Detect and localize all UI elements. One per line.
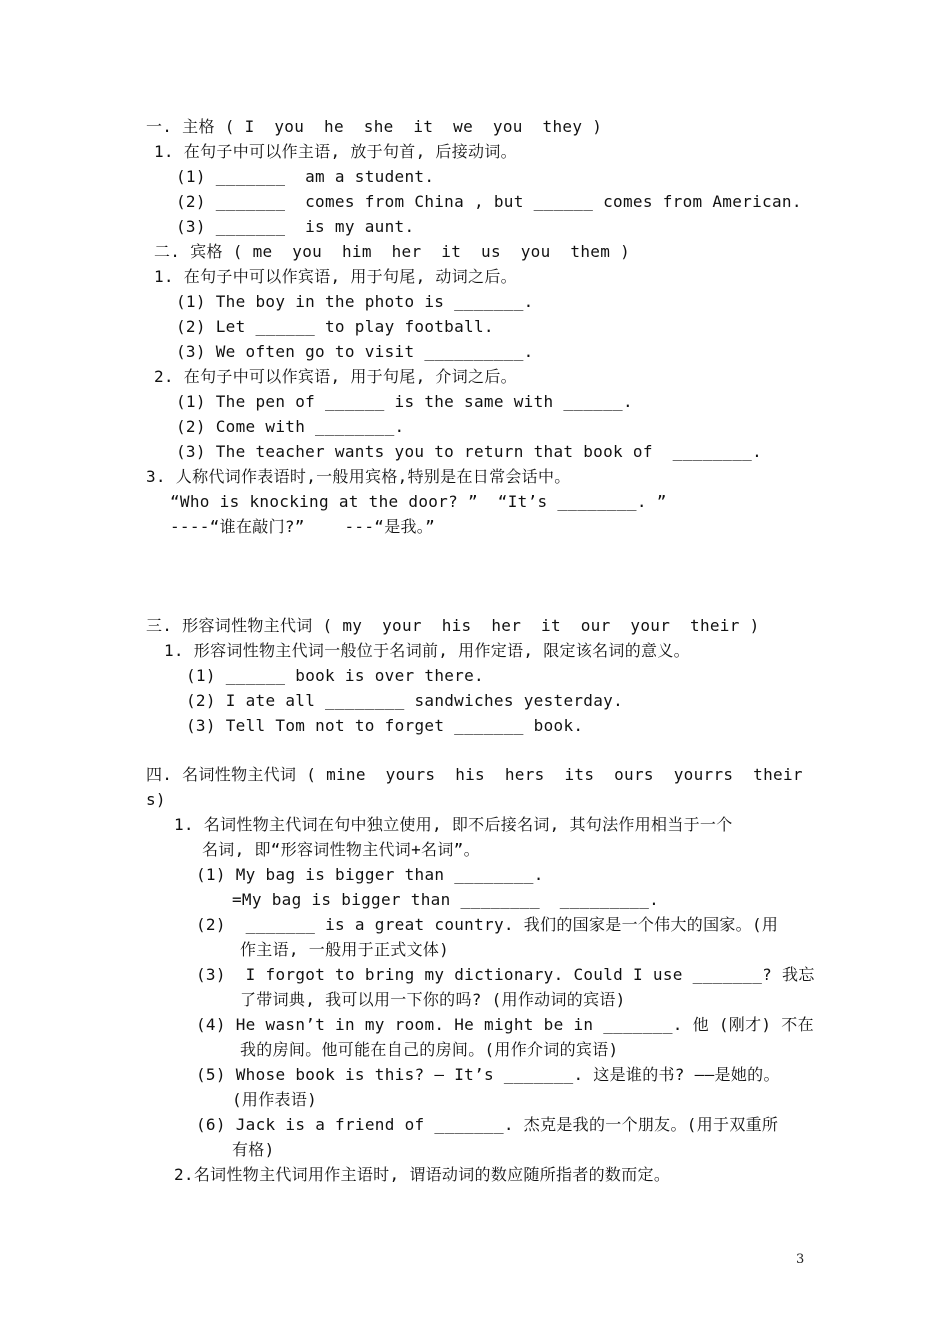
section-2-rule-1-example-3: (3) We often go to visit __________. <box>176 342 534 361</box>
section-3-heading: 三. 形容词性物主代词 ( my your his her it our your their ) <box>146 616 760 635</box>
section-4-heading: 四. 名词性物主代词 ( mine yours his hers its ours yourrs their <box>146 765 803 784</box>
section-4-example-4: (4) He wasn’t in my room. He might be in _______. 他 (刚才) 不在 <box>196 1015 814 1034</box>
dialog-english: “Who is knocking at the door? ” “It’s ________. ” <box>170 492 667 511</box>
section-3-example-3: (3) Tell Tom not to forget _______ book. <box>186 716 584 735</box>
section-2-rule-1: 1. 在句子中可以作宾语, 用于句尾, 动词之后。 <box>154 267 517 286</box>
section-4-example-5-note: (用作表语) <box>232 1090 318 1109</box>
section-2-rule-1-example-2: (2) Let ______ to play football. <box>176 317 494 336</box>
section-1-heading: 一. 主格 ( I you he she it we you they ) <box>146 117 603 136</box>
section-4-example-4-note: 我的房间。他可能在自己的房间。(用作介词的宾语) <box>240 1040 619 1059</box>
section-4-example-1: (1) My bag is bigger than ________. <box>196 865 544 884</box>
section-4-rule-1: 1. 名词性物主代词在句中独立使用, 即不后接名词, 其句法作用相当于一个 <box>174 815 733 834</box>
section-4-example-3-note: 了带词典, 我可以用一下你的吗? (用作动词的宾语) <box>240 990 626 1009</box>
section-2-rule-2-example-1: (1) The pen of ______ is the same with ______. <box>176 392 633 411</box>
section-3-example-2: (2) I ate all ________ sandwiches yesterday. <box>186 691 624 710</box>
section-2-rule-2-example-3: (3) The teacher wants you to return that book of ________. <box>176 442 763 461</box>
section-2-rule-1-example-1: (1) The boy in the photo is _______. <box>176 292 534 311</box>
section-4-example-6-note: 有格) <box>232 1140 275 1159</box>
section-1-example-2: (2) _______ comes from China , but ______ comes from American. <box>176 192 802 211</box>
section-4-example-1-equivalent: =My bag is bigger than ________ _________. <box>232 890 660 909</box>
section-4-example-6: (6) Jack is a friend of _______. 杰克是我的一个朋友。(用于双重所 <box>196 1115 779 1134</box>
section-2-heading: 二. 宾格 ( me you him her it us you them ) <box>154 242 631 261</box>
section-4-example-2-note: 作主语, 一般用于正式文体) <box>240 940 450 959</box>
section-1-example-1: (1) _______ am a student. <box>176 167 435 186</box>
section-1-example-3: (3) _______ is my aunt. <box>176 217 415 236</box>
section-2-rule-2-example-2: (2) Come with ________. <box>176 417 405 436</box>
section-2-rule-2: 2. 在句子中可以作宾语, 用于句尾, 介词之后。 <box>154 367 517 386</box>
section-4-example-2: (2) _______ is a great country. 我们的国家是一个伟大的国家。(用 <box>196 915 779 934</box>
page-number: 3 <box>796 1252 805 1267</box>
section-4-example-5: (5) Whose book is this? — It’s _______. 这是谁的书? ——是她的。 <box>196 1065 780 1084</box>
section-3-example-1: (1) ______ book is over there. <box>186 666 484 685</box>
section-1-rule-1: 1. 在句子中可以作主语, 放于句首, 后接动词。 <box>154 142 517 161</box>
section-4-heading-continued: s) <box>146 790 166 809</box>
dialog-chinese: ----“谁在敲门?” ---“是我。” <box>170 517 436 536</box>
section-3-rule-1: 1. 形容词性物主代词一般位于名词前, 用作定语, 限定该名词的意义。 <box>164 641 690 660</box>
section-4-rule-1-continued: 名词, 即“形容词性物主代词+名词”。 <box>202 840 480 859</box>
section-2-rule-3: 3. 人称代词作表语时,一般用宾格,特别是在日常会话中。 <box>146 467 571 486</box>
section-4-example-3: (3) I forgot to bring my dictionary. Could I use _______? 我忘 <box>196 965 815 984</box>
section-4-rule-2: 2.名词性物主代词用作主语时, 谓语动词的数应随所指者的数而定。 <box>174 1165 671 1184</box>
